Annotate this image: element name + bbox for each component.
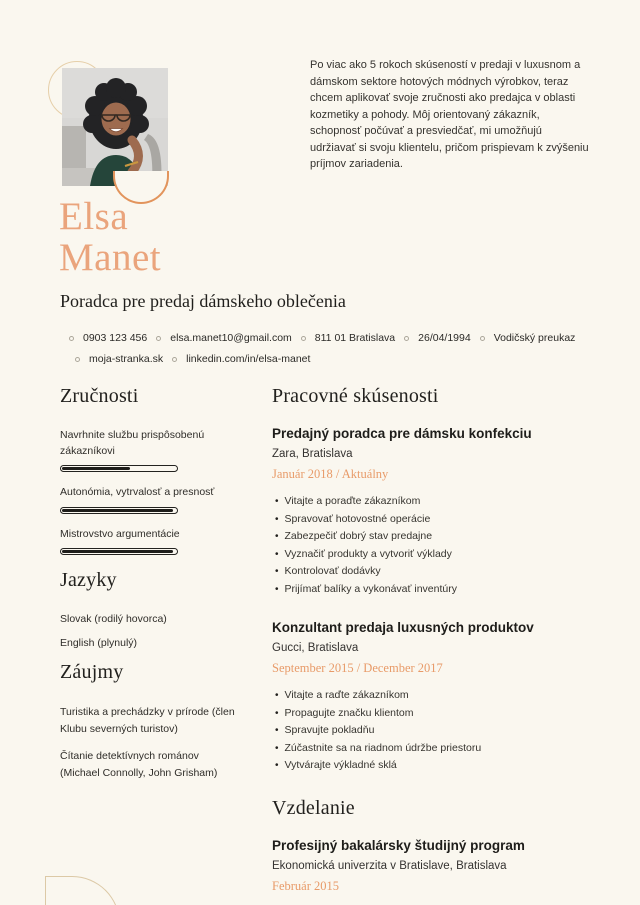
dot-separator-icon — [480, 336, 485, 341]
skill-bar — [60, 465, 178, 472]
portrait-illustration — [62, 68, 168, 186]
job-duty — [275, 757, 586, 775]
contact-value: linkedin.com/in/elsa-manet — [186, 353, 311, 365]
dot-separator-icon — [404, 336, 409, 341]
job-duty-text: Prijímať balíky a vykonávať inventúry — [284, 582, 457, 595]
job-dates: September 2015 / December 2017 — [272, 661, 443, 675]
job-duty — [275, 528, 586, 546]
education-date: Február 2015 — [272, 878, 339, 893]
skill-bar-fill — [62, 509, 173, 512]
language-item: Slovak (rodilý hovorca) — [60, 613, 167, 625]
job-title: Predajný poradca pre dámsku konfekciu — [272, 426, 532, 441]
job-duty-text: Vitajte a raďte zákazníkom — [284, 689, 409, 701]
languages-list — [60, 612, 238, 650]
education-entry — [272, 837, 586, 894]
contact-value: Vodičský preukaz — [493, 332, 576, 344]
job-entry — [272, 425, 586, 598]
education-school: Ekonomická univerzita v Bratislave, Bratislava — [272, 859, 507, 872]
job-company: Gucci, Bratislava — [272, 642, 359, 654]
job-duty-text: Vytvárajte výkladné sklá — [284, 759, 397, 771]
job-duty — [275, 705, 586, 723]
contact-value: 0903 123 456 — [83, 332, 148, 344]
bullet-icon: • — [275, 496, 279, 507]
skill-item — [60, 485, 238, 514]
bullet-icon: • — [275, 513, 279, 525]
contact-item — [395, 331, 471, 345]
skill-label: Mistrovstvo argumentácie — [60, 527, 180, 540]
interests-list — [60, 704, 238, 781]
skill-bar — [60, 548, 178, 555]
bullet-icon: • — [275, 566, 279, 577]
skill-bar — [60, 507, 178, 514]
languages-heading: Jazyky — [60, 569, 117, 591]
profile-photo — [62, 68, 168, 186]
contact-item — [147, 331, 292, 345]
contact-row-1 — [60, 331, 590, 345]
bullet-icon: • — [275, 742, 279, 754]
bullet-icon: • — [275, 690, 279, 701]
contact-info — [60, 331, 590, 366]
skill-label: Navrhnite službu prispôsobenú zákazníkovi — [60, 429, 205, 457]
bullet-icon: • — [275, 531, 279, 542]
bullet-icon: • — [275, 725, 279, 736]
job-duty — [275, 546, 586, 564]
contact-item — [66, 352, 163, 366]
bullet-icon: • — [275, 583, 279, 595]
dot-separator-icon — [172, 357, 177, 362]
resume-body — [60, 384, 586, 894]
job-duty — [275, 581, 586, 599]
job-duty — [275, 687, 586, 705]
contact-value: 811 01 Bratislava — [314, 332, 396, 344]
skill-item — [60, 527, 238, 556]
skill-label: Autonómia, vytrvalosť a presnosť — [60, 486, 215, 498]
language-item: English (plynulý) — [60, 637, 138, 649]
skill-bar-fill — [62, 467, 130, 470]
job-duty-text: Zúčastnite sa na riadnom údržbe priestoru — [284, 741, 482, 754]
interests-heading: Záujmy — [60, 661, 124, 683]
contact-item — [292, 331, 395, 345]
skills-list — [60, 428, 238, 555]
job-duties-list — [272, 493, 586, 598]
bullet-icon: • — [275, 707, 279, 719]
first-name: Elsa — [59, 195, 129, 238]
job-duty — [275, 511, 586, 529]
job-duty-text: Kontrolovať dodávky — [284, 565, 381, 577]
dot-separator-icon — [75, 357, 80, 362]
right-column — [272, 384, 586, 894]
job-duty — [275, 722, 586, 740]
interest-item: Turistika a prechádzky v prírode (člen Klubu severných turistov) — [60, 706, 235, 735]
skill-item — [60, 428, 238, 472]
dot-separator-icon — [69, 336, 74, 341]
job-duty-text: Spravujte pokladňu — [284, 724, 375, 736]
education-title: Profesijný bakalársky študijný program — [272, 837, 525, 853]
last-name: Manet — [59, 236, 162, 279]
education-heading: Vzdelanie — [272, 796, 355, 819]
job-duties-list — [272, 687, 586, 775]
job-duty — [275, 563, 586, 581]
summary-text: Po viac ako 5 rokoch skúseností v predaji v luxusnom a dámskom sektore hotových módnych výrobkov, teraz chcem aplikovať svoje zručnosti ako predajca v oblasti kozmetiky a pohody. Môj orientovaný zákazník, schopnosť počúvať a presviedčať, mi umožňujú udržiavať si svoju klientelu, pričom prispievam k zvýšeniu príjmov zariadenia. — [310, 59, 589, 170]
job-duty-text: Vyznačiť produkty a vytvoriť výklady — [284, 547, 452, 560]
job-duty-text: Spravovať hotovostné operácie — [284, 512, 431, 525]
job-duty — [275, 493, 586, 511]
experience-heading: Pracovné skúsenosti — [272, 385, 439, 407]
job-title: Konzultant predaja luxusných produktov — [272, 620, 534, 635]
skills-heading: Zručnosti — [60, 385, 139, 407]
job-dates: Január 2018 / Aktuálny — [272, 467, 389, 481]
job-title-headline: Poradca pre predaj dámskeho oblečenia — [60, 291, 346, 311]
contact-item — [471, 331, 576, 345]
job-duty-text: Vitajte a poraďte zákazníkom — [284, 495, 421, 507]
skill-bar-fill — [62, 550, 173, 553]
contact-row-2 — [66, 352, 590, 366]
contact-item — [163, 352, 310, 366]
contact-value: elsa.manet10@gmail.com — [170, 332, 292, 344]
job-duty-text: Zabezpečiť dobrý stav predajne — [284, 530, 433, 542]
bullet-icon: • — [275, 760, 279, 771]
left-column — [60, 384, 238, 894]
dot-separator-icon — [301, 336, 306, 341]
job-duty-text: Propagujte značku klientom — [284, 706, 414, 719]
person-name — [59, 196, 161, 278]
dot-separator-icon — [156, 336, 161, 341]
contact-value: moja-stranka.sk — [89, 353, 164, 365]
job-entry — [272, 619, 586, 775]
job-duty — [275, 740, 586, 758]
contact-item — [60, 331, 147, 345]
interest-item: Čítanie detektívnych románov (Michael Connolly, John Grisham) — [60, 750, 218, 779]
job-company: Zara, Bratislava — [272, 448, 353, 460]
contact-value: 26/04/1994 — [418, 332, 471, 344]
bullet-icon: • — [275, 548, 279, 560]
